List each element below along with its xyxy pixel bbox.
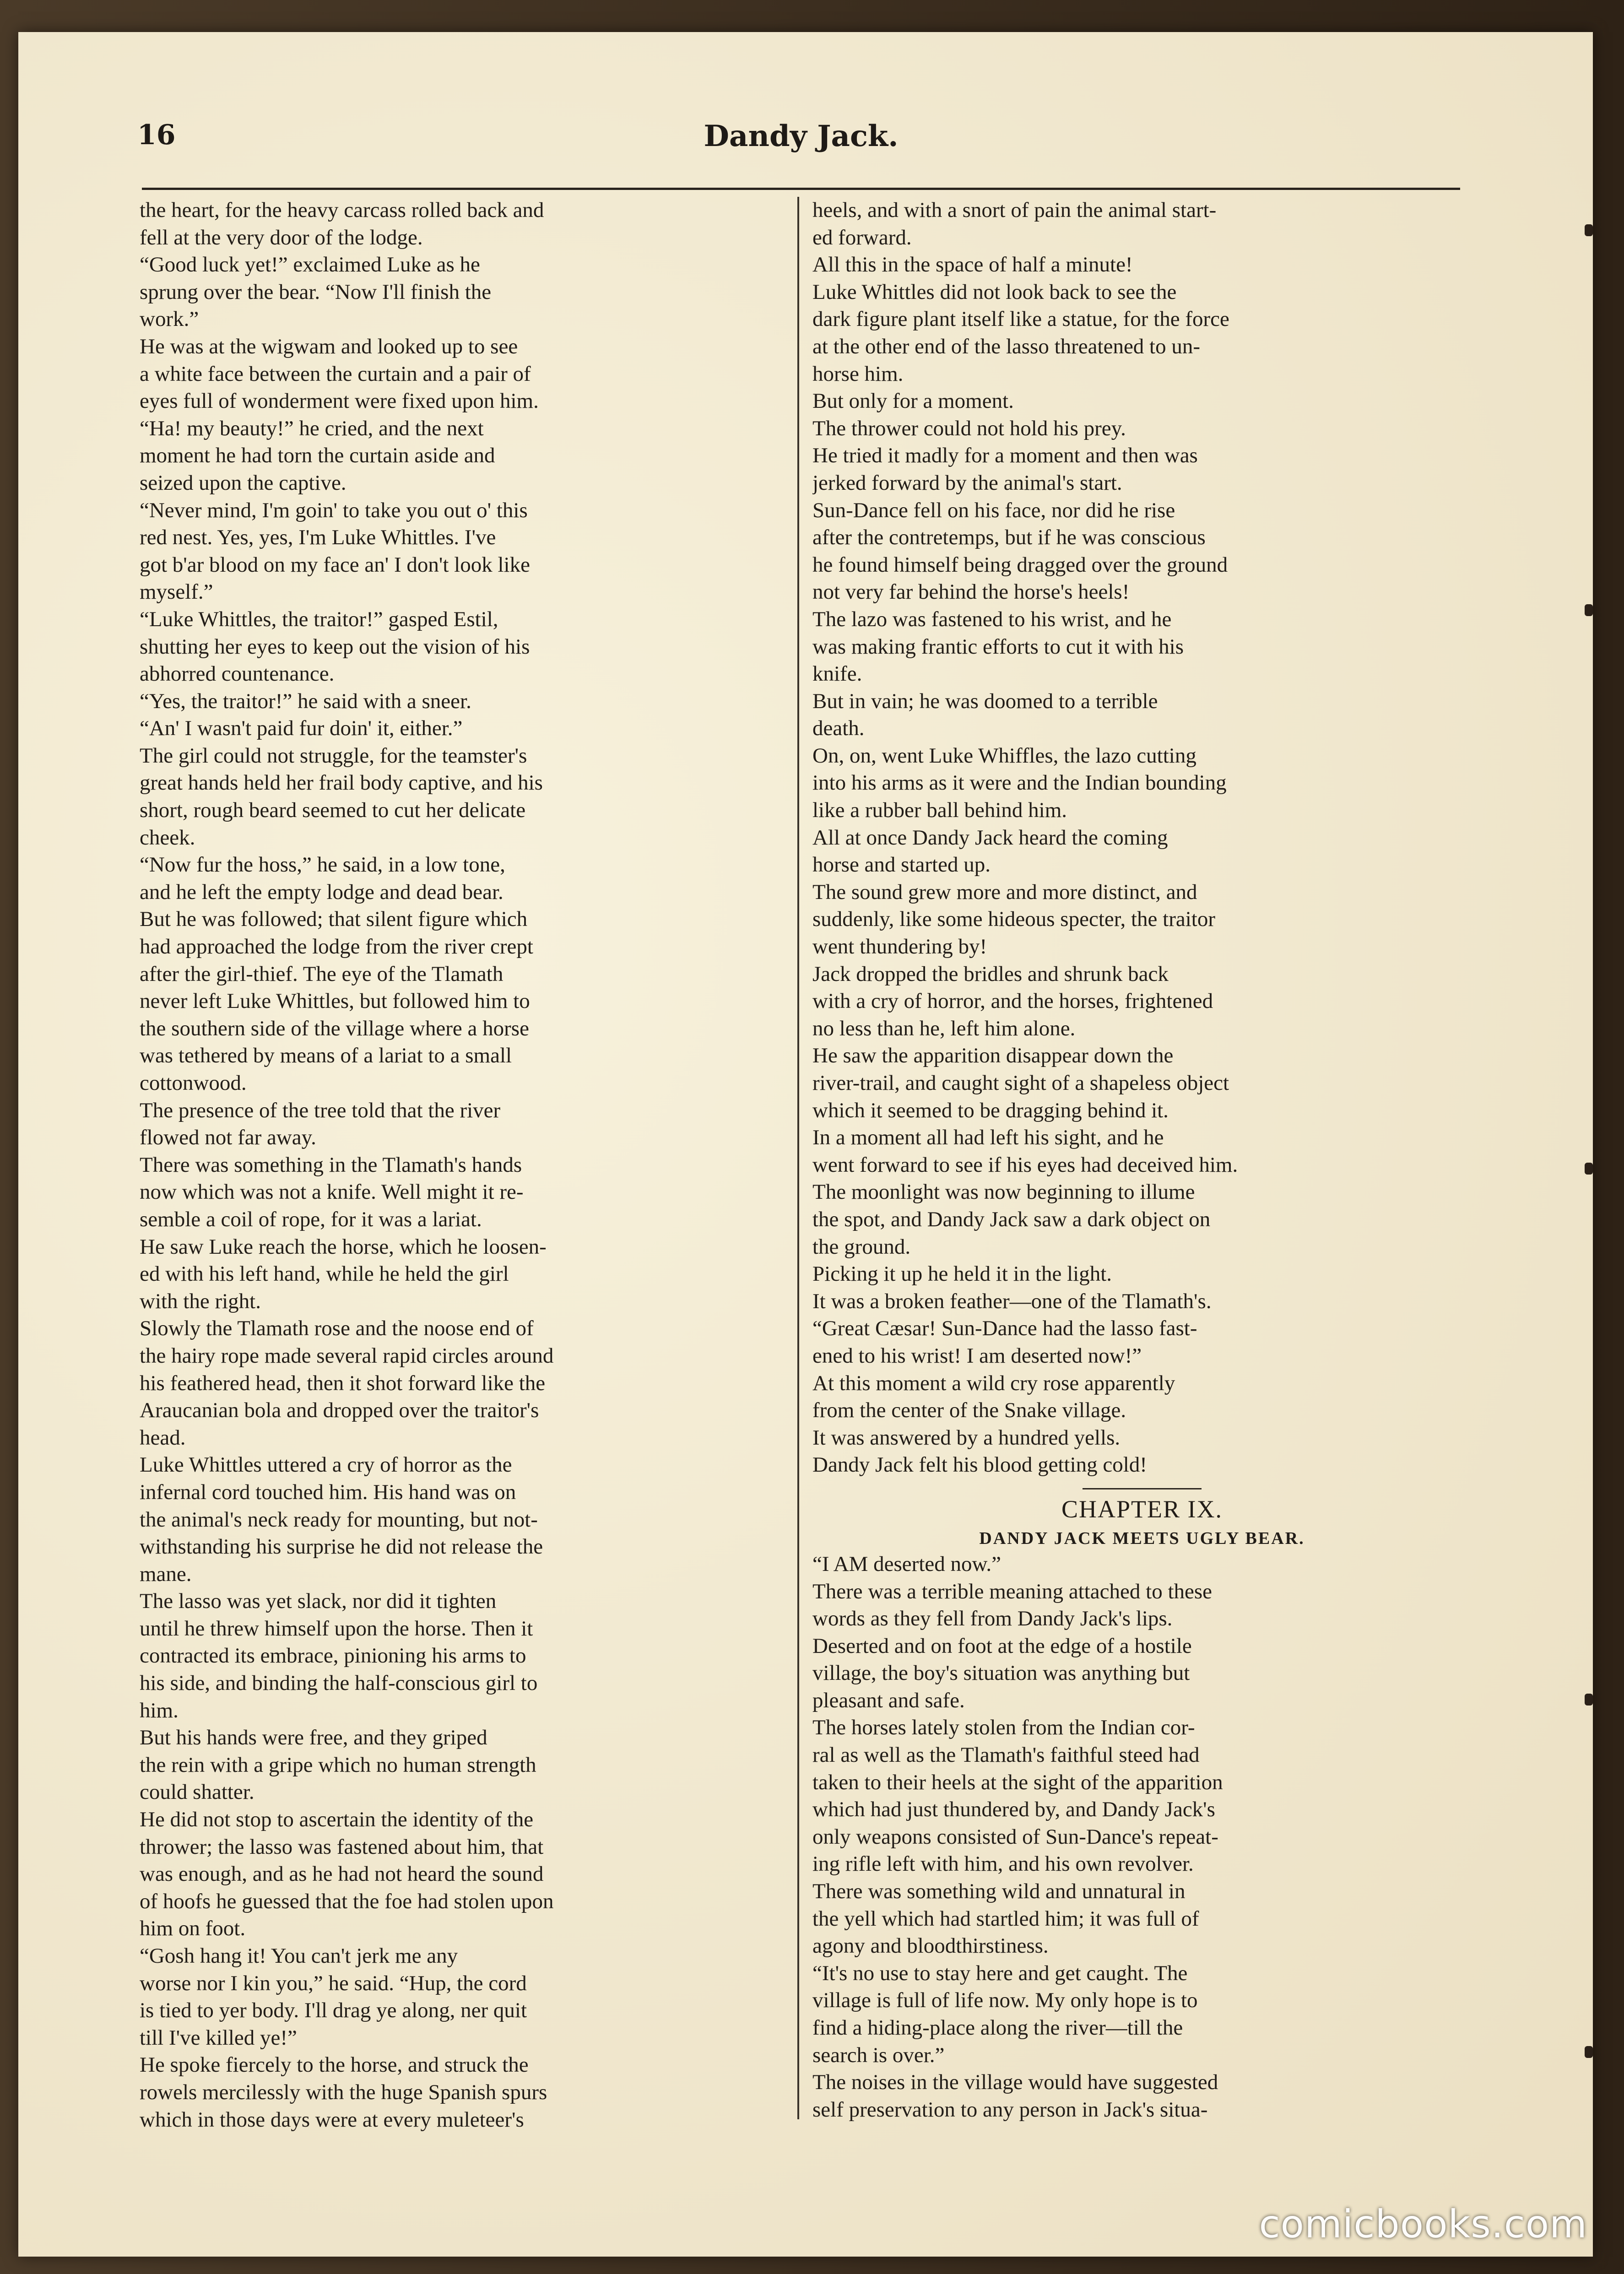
text-line: Sun-Dance fell on his face, nor did he rise [812, 498, 1175, 522]
binding-hole [1585, 224, 1593, 236]
text-line: of hoofs he guessed that the foe had stolen upon [140, 1889, 554, 1913]
text-line: seized upon the captive. [140, 471, 346, 495]
text-line: suddenly, like some hideous specter, the traitor [812, 907, 1216, 931]
text-line: Jack dropped the bridles and shrunk back [812, 962, 1169, 986]
text-line: Luke Whittles uttered a cry of horror as the [140, 1453, 512, 1477]
text-line: his side, and binding the half-conscious girl to [140, 1671, 538, 1695]
text-line: village is full of life now. My only hope is to [812, 1988, 1198, 2013]
text-line: horse and started up. [812, 853, 991, 877]
text-line: with the right. [140, 1289, 261, 1313]
text-line: horse him. [812, 362, 904, 386]
text-line: is tied to yer body. I'll drag ye along, ner quit [140, 1998, 527, 2023]
text-line: only weapons consisted of Sun-Dance's repeat- [812, 1825, 1218, 1849]
text-line: could shatter. [140, 1780, 254, 1804]
text-line: till I've killed ye!” [140, 2025, 297, 2050]
column-divider [797, 197, 799, 2119]
text-line: At this moment a wild cry rose apparently [812, 1371, 1175, 1395]
text-line: from the center of the Snake village. [812, 1398, 1126, 1423]
text-line: myself.” [140, 580, 213, 604]
text-line: jerked forward by the animal's start. [812, 471, 1122, 495]
text-line: “Ha! my beauty!” he cried, and the next [140, 416, 484, 440]
text-line: ened to his wrist! I am deserted now!” [812, 1343, 1142, 1368]
text-line: work.” [140, 307, 199, 331]
text-line: sprung over the bear. “Now I'll finish the [140, 280, 492, 304]
text-line: It was a broken feather—one of the Tlamath's. [812, 1289, 1212, 1313]
text-line: search is over.” [812, 2043, 945, 2067]
text-line: He was at the wigwam and looked up to see [140, 334, 518, 358]
text-line: find a hiding-place along the river—till the [812, 2016, 1183, 2040]
text-line: the southern side of the village where a horse [140, 1016, 529, 1040]
text-line: The thrower could not hold his prey. [812, 416, 1126, 440]
text-line: short, rough beard seemed to cut her delicate [140, 798, 526, 823]
text-line: Dandy Jack felt his blood getting cold! [812, 1453, 1147, 1477]
text-line: All this in the space of half a minute! [812, 253, 1133, 277]
text-line: moment he had torn the curtain aside and [140, 444, 495, 468]
text-line: He spoke fiercely to the horse, and struck the [140, 2053, 529, 2077]
text-line: and he left the empty lodge and dead bear. [140, 880, 503, 904]
right-column-text-after [812, 1551, 1472, 2123]
text-line: “An' I wasn't paid fur doin' it, either.” [140, 716, 463, 741]
text-line: went forward to see if his eyes had deceived him. [812, 1153, 1238, 1177]
text-line: the heart, for the heavy carcass rolled back and [140, 198, 544, 222]
text-line: Slowly the Tlamath rose and the noose end of [140, 1316, 534, 1341]
text-line: dark figure plant itself like a statue, for the force [812, 307, 1229, 331]
chapter-subtitle: DANDY JACK MEETS UGLY BEAR. [979, 1528, 1305, 1548]
text-line: the animal's neck ready for mounting, but not- [140, 1507, 538, 1532]
text-line: which had just thundered by, and Dandy Jack's [812, 1798, 1215, 1822]
text-line: infernal cord touched him. His hand was on [140, 1480, 516, 1504]
text-line: fell at the very door of the lodge. [140, 225, 423, 249]
text-line: “Luke Whittles, the traitor!” gasped Estil, [140, 607, 498, 631]
text-line: at the other end of the lasso threatened to un- [812, 334, 1201, 358]
text-line: not very far behind the horse's heels! [812, 580, 1130, 604]
text-line: “Good luck yet!” exclaimed Luke as he [140, 253, 480, 277]
text-line: There was something in the Tlamath's hands [140, 1153, 522, 1177]
text-line: It was answered by a hundred yells. [812, 1425, 1121, 1450]
text-line: The lasso was yet slack, nor did it tighten [140, 1589, 497, 1613]
text-line: All at once Dandy Jack heard the coming [812, 825, 1168, 850]
chapter-title: CHAPTER IX. [1061, 1495, 1223, 1523]
text-line: “Yes, the traitor!” he said with a sneer. [140, 689, 471, 713]
text-line: He saw Luke reach the horse, which he loosen- [140, 1234, 547, 1259]
text-line: him on foot. [140, 1917, 246, 1941]
text-line: a white face between the curtain and a pair of [140, 362, 531, 386]
text-line: “Great Cæsar! Sun-Dance had the lasso fast- [812, 1316, 1197, 1341]
text-line: Picking it up he held it in the light. [812, 1262, 1112, 1286]
text-line: cheek. [140, 825, 195, 850]
header-rule [142, 188, 1460, 190]
text-line: after the girl-thief. The eye of the Tlamath [140, 962, 503, 986]
text-line: Araucanian bola and dropped over the traitor's [140, 1398, 539, 1423]
text-line: he found himself being dragged over the ground [812, 552, 1228, 577]
binding-hole [1585, 2046, 1593, 2058]
text-line: The noises in the village would have suggested [812, 2070, 1218, 2095]
left-column [140, 197, 799, 2133]
text-line: went thundering by! [812, 935, 987, 959]
text-line: The horses lately stolen from the Indian cor- [812, 1716, 1195, 1740]
text-line: words as they fell from Dandy Jack's lips. [812, 1607, 1173, 1631]
text-line: But only for a moment. [812, 389, 1014, 413]
text-line: rowels mercilessly with the huge Spanish spurs [140, 2080, 547, 2104]
page-header [137, 114, 1465, 165]
text-line: ing rifle left with him, and his own revolver. [812, 1852, 1194, 1876]
binding-hole [1585, 1694, 1593, 1706]
text-line: contracted its embrace, pinioning his arms to [140, 1644, 526, 1668]
text-line: withstanding his surprise he did not release the [140, 1535, 543, 1559]
text-line: taken to their heels at the sight of the apparition [812, 1770, 1223, 1794]
text-line: with a cry of horror, and the horses, frightened [812, 989, 1213, 1013]
text-line: The lazo was fastened to his wrist, and he [812, 607, 1172, 631]
text-line: In a moment all had left his sight, and he [812, 1126, 1164, 1150]
text-line: ed with his left hand, while he held the girl [140, 1262, 509, 1286]
text-line: The presence of the tree told that the river [140, 1098, 501, 1122]
running-head: Dandy Jack. [704, 119, 899, 153]
text-line: like a rubber ball behind him. [812, 798, 1067, 823]
text-line: flowed not far away. [140, 1126, 316, 1150]
text-line: the yell which had startled him; it was full of [812, 1906, 1199, 1931]
text-line: He saw the apparition disappear down the [812, 1044, 1174, 1068]
right-column-text-before [812, 197, 1472, 1479]
text-line: The sound grew more and more distinct, and [812, 880, 1197, 904]
text-line: got b'ar blood on my face an' I don't look like [140, 552, 530, 577]
text-line: him. [140, 1698, 179, 1722]
text-line: shutting her eyes to keep out the vision of his [140, 634, 530, 659]
text-line: He tried it madly for a moment and then was [812, 444, 1198, 468]
text-line: red nest. Yes, yes, I'm Luke Whittles. I've [140, 525, 496, 550]
text-line: after the contretemps, but if he was conscious [812, 525, 1206, 550]
text-line: “I AM deserted now.” [812, 1552, 1001, 1576]
text-line: the hairy rope made several rapid circles around [140, 1343, 554, 1368]
watermark: comicbooks.com [1259, 2202, 1587, 2247]
text-line: semble a coil of rope, for it was a lariat. [140, 1207, 482, 1231]
text-line: village, the boy's situation was anything but [812, 1661, 1190, 1685]
text-line: cottonwood. [140, 1071, 247, 1095]
text-line: which it seemed to be dragging behind it. [812, 1098, 1169, 1122]
text-line: never left Luke Whittles, but followed him to [140, 989, 530, 1013]
text-line: until he threw himself upon the horse. Then it [140, 1616, 533, 1641]
text-line: eyes full of wonderment were fixed upon him. [140, 389, 539, 413]
text-line: “Never mind, I'm goin' to take you out o' this [140, 498, 528, 522]
text-line: knife. [812, 662, 862, 686]
text-line: thrower; the lasso was fastened about him, that [140, 1835, 544, 1859]
text-line: There was a terrible meaning attached to these [812, 1579, 1213, 1603]
text-line: But he was followed; that silent figure which [140, 907, 528, 931]
binding-hole [1585, 604, 1593, 616]
text-line: ral as well as the Tlamath's faithful steed had [812, 1743, 1200, 1767]
text-line: ed forward. [812, 225, 912, 249]
text-line: river-trail, and caught sight of a shapeless object [812, 1071, 1229, 1095]
text-line: There was something wild and unnatural in [812, 1879, 1186, 1904]
text-line: his feathered head, then it shot forward like the [140, 1371, 546, 1395]
text-line: now which was not a knife. Well might it re- [140, 1180, 524, 1204]
text-line: Luke Whittles did not look back to see the [812, 280, 1177, 304]
text-line: was enough, and as he had not heard the sound [140, 1862, 544, 1886]
text-line: “It's no use to stay here and get caught. The [812, 1961, 1188, 1985]
text-line: head. [140, 1425, 186, 1450]
text-line: no less than he, left him alone. [812, 1016, 1076, 1040]
text-line: But in vain; he was doomed to a terrible [812, 689, 1158, 713]
text-line: agony and bloodthirstiness. [812, 1934, 1049, 1958]
text-line: the spot, and Dandy Jack saw a dark object on [812, 1207, 1211, 1231]
text-line: worse nor I kin you,” he said. “Hup, the cord [140, 1971, 527, 1995]
text-line: was making frantic efforts to cut it with his [812, 634, 1184, 659]
text-line: mane. [140, 1562, 192, 1586]
text-line: which in those days were at every muleteer's [140, 2107, 524, 2132]
text-line: “Now fur the hoss,” he said, in a low tone, [140, 853, 505, 877]
text-line: self preservation to any person in Jack's situa- [812, 2097, 1208, 2122]
text-line: into his arms as it were and the Indian bounding [812, 771, 1227, 795]
text-line: On, on, went Luke Whiffles, the lazo cutting [812, 743, 1196, 768]
text-line: But his hands were free, and they griped [140, 1726, 487, 1750]
binding-hole [1585, 1163, 1593, 1175]
text-line: heels, and with a snort of pain the animal start- [812, 198, 1217, 222]
text-line: Deserted and on foot at the edge of a hostile [812, 1634, 1192, 1658]
right-column [812, 197, 1472, 2123]
page-number: 16 [137, 119, 176, 151]
text-line: The girl could not struggle, for the teamster's [140, 743, 527, 768]
text-line: pleasant and safe. [812, 1688, 965, 1712]
text-line: had approached the lodge from the river crept [140, 935, 533, 959]
text-line: abhorred countenance. [140, 662, 335, 686]
text-line: “Gosh hang it! You can't jerk me any [140, 1944, 458, 1968]
text-line: death. [812, 716, 865, 741]
text-line: He did not stop to ascertain the identity of the [140, 1808, 534, 1832]
text-line: was tethered by means of a lariat to a small [140, 1044, 512, 1068]
text-line: the rein with a gripe which no human strength [140, 1753, 536, 1777]
chapter-rule [1083, 1488, 1202, 1489]
text-line: the ground. [812, 1234, 911, 1259]
text-line: great hands held her frail body captive, and his [140, 771, 543, 795]
text-line: The moonlight was now beginning to illume [812, 1180, 1195, 1204]
